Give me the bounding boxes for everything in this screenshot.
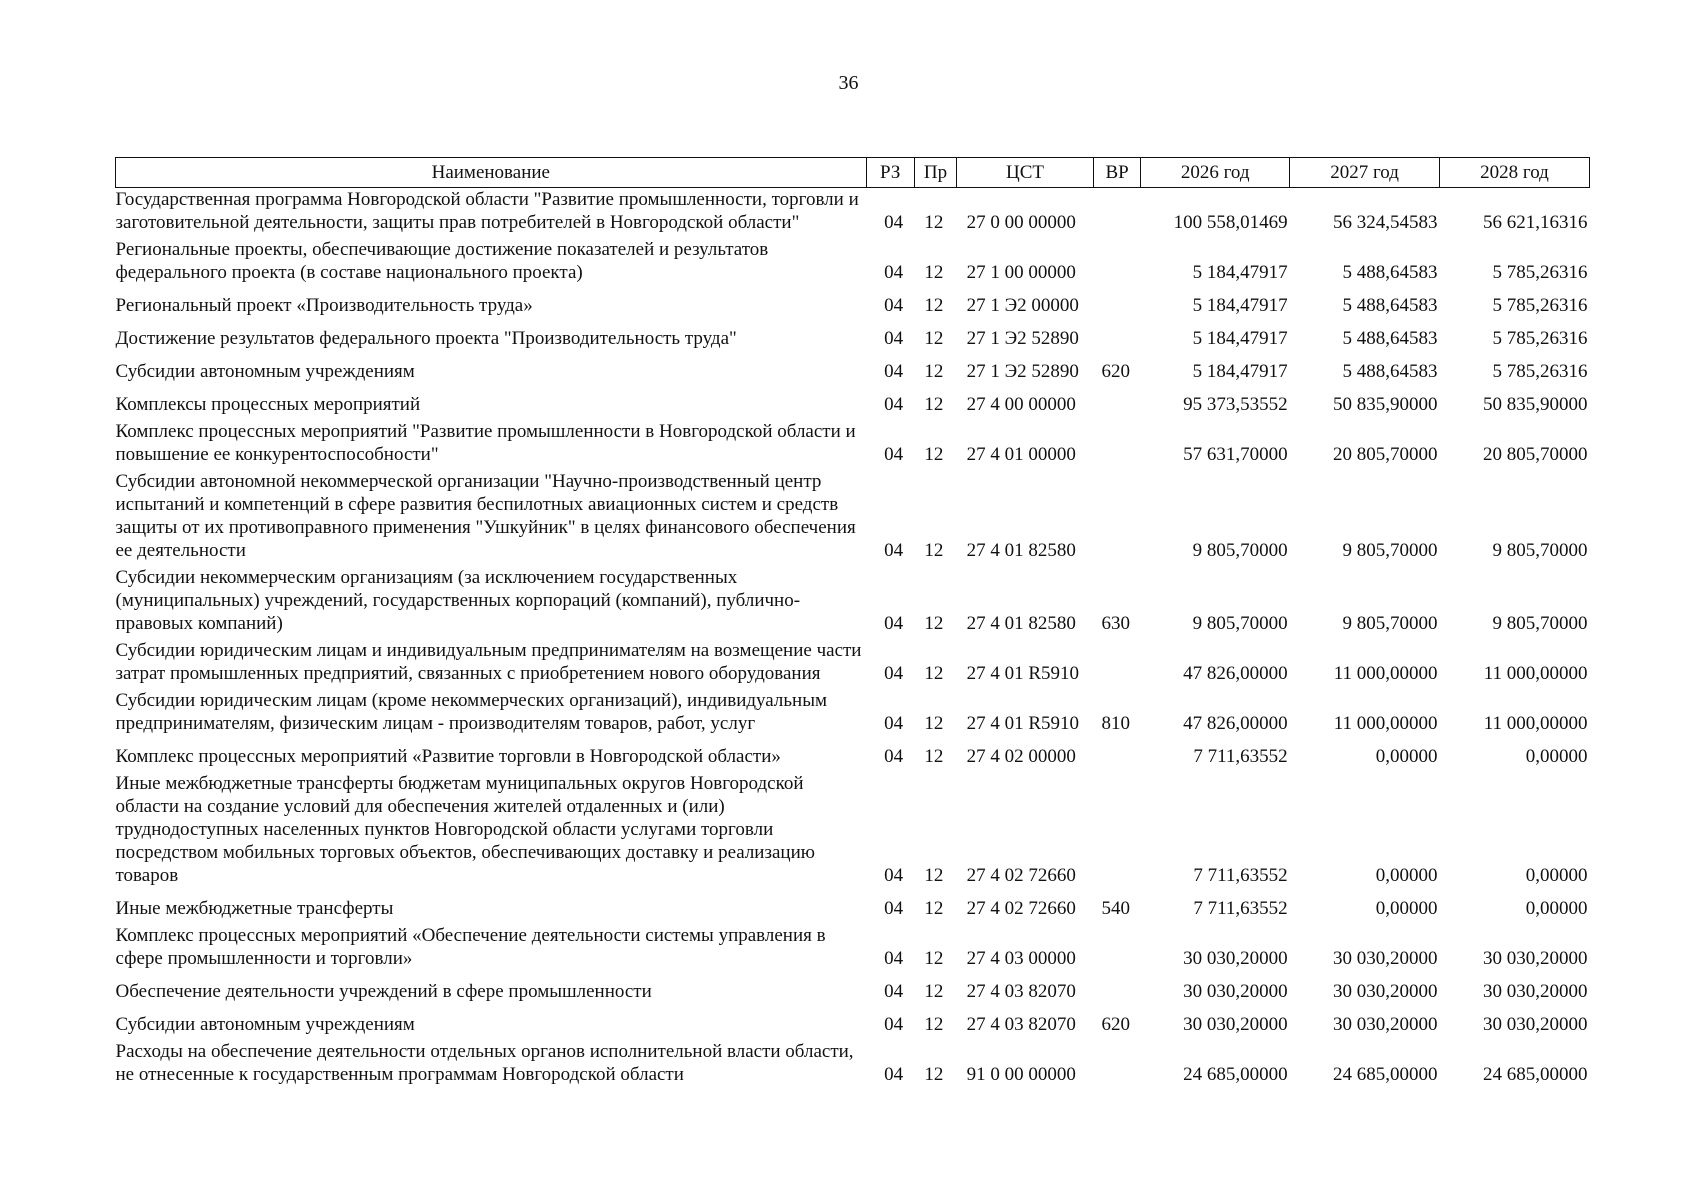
cell-vr: 620	[1101, 361, 1130, 382]
cell-rz: 04	[884, 444, 904, 465]
cell-2027: 30 030,20000	[1333, 1014, 1438, 1035]
cell-2028: 5 785,26316	[1492, 262, 1588, 283]
cell-2028: 20 805,70000	[1483, 444, 1588, 465]
cell-2026: 9 805,70000	[1192, 540, 1288, 561]
cell-vr: 810	[1101, 713, 1130, 734]
cell-2028: 9 805,70000	[1492, 540, 1588, 561]
table-row	[116, 387, 1590, 420]
cell-2026: 47 826,00000	[1183, 713, 1288, 734]
cell-rz: 04	[884, 746, 904, 767]
cell-pr: 12	[924, 540, 944, 561]
cell-2027: 11 000,00000	[1333, 663, 1438, 684]
cell-2028: 56 621,16316	[1483, 212, 1588, 233]
cell-2026: 30 030,20000	[1183, 981, 1288, 1002]
table-row	[116, 321, 1590, 354]
table-row	[116, 924, 1590, 974]
cell-vr	[1093, 387, 1140, 420]
cell-pr: 12	[924, 948, 944, 969]
cell-name: Обеспечение деятельности учреждений в сфере промышленности	[115, 981, 652, 1002]
table-row	[116, 974, 1590, 1007]
table-row	[116, 689, 1590, 739]
cell-name: Субсидии юридическим лицам и индивидуальным предпринимателям на возмещение части затрат промышленных предприятий, связанных с приобретением нового оборудования	[115, 640, 862, 684]
cell-2026: 7 711,63552	[1193, 865, 1288, 886]
cell-pr: 12	[924, 361, 944, 382]
table-row	[116, 1007, 1590, 1040]
cell-2026: 100 558,01469	[1173, 212, 1288, 233]
cell-vr	[1093, 1040, 1140, 1090]
cell-pr: 12	[924, 981, 944, 1002]
table-row	[116, 772, 1590, 891]
cell-2027: 0,00000	[1375, 865, 1438, 886]
cell-2028: 9 805,70000	[1492, 613, 1588, 634]
cell-vr	[1093, 188, 1140, 239]
header-row	[116, 158, 1590, 188]
cell-vr	[1093, 321, 1140, 354]
cell-pr: 12	[924, 746, 944, 767]
cell-vr	[1093, 470, 1140, 566]
table-row	[116, 566, 1590, 639]
header-cst: ЦСТ	[957, 158, 1094, 188]
cell-vr	[1093, 974, 1140, 1007]
cell-2027: 0,00000	[1375, 746, 1438, 767]
header-name: Наименование	[116, 158, 867, 188]
cell-2026: 9 805,70000	[1192, 613, 1288, 634]
cell-name: Комплекс процессных мероприятий "Развитие промышленности в Новгородской области и повышение ее конкурентоспособности"	[115, 421, 856, 465]
cell-name: Иные межбюджетные трансферты	[115, 898, 394, 919]
cell-cst: 27 4 03 00000	[966, 948, 1076, 969]
cell-2028: 5 785,26316	[1492, 361, 1588, 382]
cell-cst: 27 4 02 72660	[966, 898, 1076, 919]
header-vr: ВР	[1093, 158, 1140, 188]
cell-2027: 5 488,64583	[1342, 262, 1438, 283]
cell-vr	[1093, 420, 1140, 470]
table-row	[116, 891, 1590, 924]
cell-name: Региональные проекты, обеспечивающие достижение показателей и результатов федерального проекта (в составе национального проекта)	[115, 239, 769, 283]
cell-rz: 04	[884, 663, 904, 684]
cell-2026: 5 184,47917	[1192, 295, 1288, 316]
cell-cst: 91 0 00 00000	[966, 1064, 1076, 1085]
cell-cst: 27 4 03 82070	[966, 981, 1076, 1002]
cell-rz: 04	[884, 540, 904, 561]
cell-vr: 540	[1101, 898, 1130, 919]
cell-pr: 12	[924, 295, 944, 316]
cell-cst: 27 4 01 R5910	[966, 663, 1080, 684]
cell-vr	[1093, 924, 1140, 974]
page-number: 36	[838, 72, 859, 94]
cell-vr	[1093, 639, 1140, 689]
cell-2028: 11 000,00000	[1483, 713, 1588, 734]
cell-vr	[1093, 288, 1140, 321]
cell-2027: 20 805,70000	[1333, 444, 1438, 465]
cell-name: Субсидии юридическим лицам (кроме некоммерческих организаций), индивидуальным предпринимателям, физическим лицам - производителям товаров, работ, услуг	[115, 690, 827, 734]
cell-2028: 30 030,20000	[1483, 981, 1588, 1002]
cell-name: Субсидии автономным учреждениям	[115, 361, 415, 382]
table-row	[116, 288, 1590, 321]
cell-2026: 30 030,20000	[1183, 1014, 1288, 1035]
cell-2026: 5 184,47917	[1192, 328, 1288, 349]
table-row	[116, 354, 1590, 387]
cell-2027: 11 000,00000	[1333, 713, 1438, 734]
table-body	[116, 188, 1590, 1091]
cell-cst: 27 1 Э2 00000	[966, 295, 1079, 316]
cell-name: Субсидии автономной некоммерческой организации "Научно-производственный центр испытаний и компетенций в сфере развития беспилотных авиационных систем и средств защиты от их противоправного применения "Ушкуйник" в целях финансового обеспечения ее деятельности	[115, 471, 856, 561]
cell-2026: 24 685,00000	[1183, 1064, 1288, 1085]
cell-2028: 5 785,26316	[1492, 295, 1588, 316]
cell-2028: 0,00000	[1525, 746, 1588, 767]
cell-rz: 04	[884, 948, 904, 969]
cell-name: Комплексы процессных мероприятий	[115, 394, 421, 415]
cell-2027: 9 805,70000	[1342, 613, 1438, 634]
header-rz: РЗ	[866, 158, 914, 188]
cell-2028: 30 030,20000	[1483, 948, 1588, 969]
header-2026: 2026 год	[1141, 158, 1290, 188]
cell-2027: 50 835,90000	[1333, 394, 1438, 415]
cell-2027: 30 030,20000	[1333, 981, 1438, 1002]
cell-pr: 12	[924, 1014, 944, 1035]
cell-2027: 5 488,64583	[1342, 328, 1438, 349]
cell-2028: 0,00000	[1525, 898, 1588, 919]
cell-cst: 27 4 02 72660	[966, 865, 1076, 886]
cell-pr: 12	[924, 898, 944, 919]
cell-2028: 30 030,20000	[1483, 1014, 1588, 1035]
cell-vr: 630	[1101, 613, 1130, 634]
cell-rz: 04	[884, 328, 904, 349]
cell-vr: 620	[1101, 1014, 1130, 1035]
cell-rz: 04	[884, 713, 904, 734]
cell-rz: 04	[884, 1014, 904, 1035]
cell-2028: 0,00000	[1525, 865, 1588, 886]
cell-cst: 27 1 Э2 52890	[966, 328, 1079, 349]
cell-cst: 27 4 01 82580	[966, 540, 1076, 561]
cell-2027: 56 324,54583	[1333, 212, 1438, 233]
cell-rz: 04	[884, 361, 904, 382]
cell-cst: 27 4 01 R5910	[966, 713, 1080, 734]
cell-name: Комплекс процессных мероприятий «Развитие торговли в Новгородской области»	[115, 746, 781, 767]
table-row	[116, 470, 1590, 566]
cell-cst: 27 4 02 00000	[966, 746, 1076, 767]
cell-2026: 5 184,47917	[1192, 361, 1288, 382]
cell-cst: 27 4 03 82070	[966, 1014, 1076, 1035]
cell-rz: 04	[884, 898, 904, 919]
cell-rz: 04	[884, 865, 904, 886]
cell-cst: 27 0 00 00000	[966, 212, 1076, 233]
cell-2026: 5 184,47917	[1192, 262, 1288, 283]
cell-2026: 47 826,00000	[1183, 663, 1288, 684]
cell-name: Региональный проект «Производительность труда»	[115, 295, 533, 316]
cell-vr	[1093, 739, 1140, 772]
cell-rz: 04	[884, 613, 904, 634]
cell-rz: 04	[884, 1064, 904, 1085]
cell-2027: 30 030,20000	[1333, 948, 1438, 969]
cell-2026: 95 373,53552	[1183, 394, 1288, 415]
cell-pr: 12	[924, 865, 944, 886]
cell-2026: 7 711,63552	[1193, 746, 1288, 767]
table-row	[116, 420, 1590, 470]
cell-2026: 30 030,20000	[1183, 948, 1288, 969]
cell-pr: 12	[924, 663, 944, 684]
cell-2027: 9 805,70000	[1342, 540, 1438, 561]
cell-rz: 04	[884, 394, 904, 415]
cell-pr: 12	[924, 262, 944, 283]
cell-pr: 12	[924, 394, 944, 415]
cell-name: Иные межбюджетные трансферты бюджетам муниципальных округов Новгородской области на создание условий для обеспечения жителей отдаленных и (или) труднодоступных населенных пунктов Новгородской области услугами торговли посредством мобильных торговых объектов, обеспечивающих доставку и реализацию товаров	[115, 773, 815, 886]
cell-name: Государственная программа Новгородской области "Развитие промышленности, торговли и заготовительной деятельности, защиты прав потребителей в Новгородской области"	[115, 189, 859, 233]
cell-name: Комплекс процессных мероприятий «Обеспечение деятельности системы управления в сфере промышленности и торговли»	[115, 925, 826, 969]
cell-cst: 27 4 01 82580	[966, 613, 1076, 634]
cell-name: Субсидии автономным учреждениям	[115, 1014, 415, 1035]
cell-rz: 04	[884, 295, 904, 316]
cell-pr: 12	[924, 212, 944, 233]
cell-cst: 27 1 Э2 52890	[966, 361, 1079, 382]
table-row	[116, 739, 1590, 772]
cell-rz: 04	[884, 212, 904, 233]
table-row	[116, 238, 1590, 288]
cell-2028: 50 835,90000	[1483, 394, 1588, 415]
table-row	[116, 1040, 1590, 1090]
cell-2028: 5 785,26316	[1492, 328, 1588, 349]
cell-2027: 24 685,00000	[1333, 1064, 1438, 1085]
cell-name: Расходы на обеспечение деятельности отдельных органов исполнительной власти области, не отнесенные к государственным программам Новгородской области	[115, 1041, 854, 1085]
cell-name: Достижение результатов федерального проекта "Производительность труда"	[115, 328, 737, 349]
cell-pr: 12	[924, 328, 944, 349]
cell-2028: 24 685,00000	[1483, 1064, 1588, 1085]
header-2028: 2028 год	[1440, 158, 1590, 188]
cell-2026: 7 711,63552	[1193, 898, 1288, 919]
cell-vr	[1093, 238, 1140, 288]
cell-pr: 12	[924, 713, 944, 734]
header-2027: 2027 год	[1290, 158, 1440, 188]
cell-cst: 27 4 01 00000	[966, 444, 1076, 465]
cell-pr: 12	[924, 1064, 944, 1085]
cell-rz: 04	[884, 981, 904, 1002]
cell-vr	[1093, 772, 1140, 891]
budget-table	[115, 157, 1590, 1090]
cell-pr: 12	[924, 444, 944, 465]
cell-2027: 0,00000	[1375, 898, 1438, 919]
cell-2028: 11 000,00000	[1483, 663, 1588, 684]
table-row	[116, 188, 1590, 239]
cell-cst: 27 1 00 00000	[966, 262, 1076, 283]
cell-pr: 12	[924, 613, 944, 634]
cell-2027: 5 488,64583	[1342, 295, 1438, 316]
cell-rz: 04	[884, 262, 904, 283]
cell-2027: 5 488,64583	[1342, 361, 1438, 382]
table-row	[116, 639, 1590, 689]
cell-cst: 27 4 00 00000	[966, 394, 1076, 415]
header-pr: Пр	[914, 158, 956, 188]
cell-name: Субсидии некоммерческим организациям (за исключением государственных (муниципальных) учреждений, государственных корпораций (компаний), публично-правовых компаний)	[115, 567, 801, 634]
table-header	[116, 158, 1590, 188]
cell-2026: 57 631,70000	[1183, 444, 1288, 465]
